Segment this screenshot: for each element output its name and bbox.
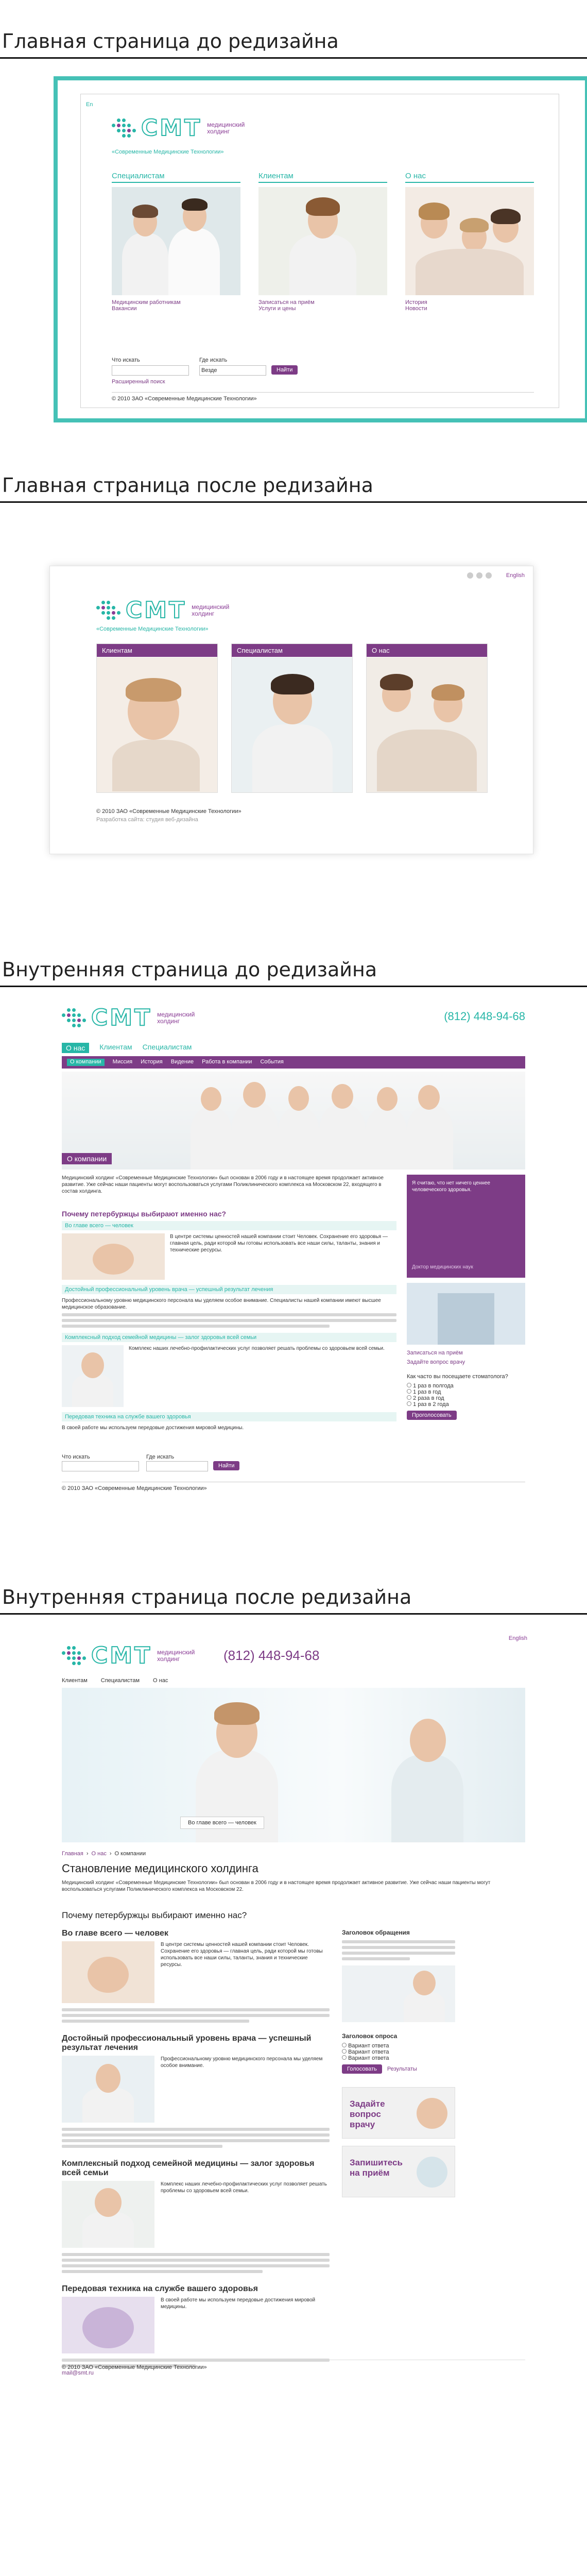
sidebar-link[interactable]: Задайте вопрос врачу — [407, 1359, 465, 1365]
copyright: © 2010 ЗАО «Современные Медицинские Технологии» — [62, 2360, 525, 2370]
logo-dots-icon — [62, 1008, 86, 1027]
search-input[interactable] — [112, 365, 189, 376]
cta-calendar-icon — [417, 2157, 447, 2188]
logo-fullname: «Современные Медицинские Технологии» — [112, 149, 224, 155]
block-heading: Достойный профессиональный уровень врача — успешный результат лечения — [62, 1285, 396, 1294]
footer-note: Разработка сайта: студия веб-дизайна — [96, 817, 198, 823]
logo-subtitle: медицинский холдинг — [157, 1010, 195, 1025]
block-photo — [62, 1345, 124, 1407]
logo-text: СМТ — [91, 1642, 152, 1669]
home-before-frame — [54, 76, 587, 422]
phone: (812) 448-94-68 — [444, 1010, 525, 1023]
quote-author: Доктор медицинских наук — [412, 1264, 473, 1270]
block-text: Комплекс наших лечебно-профилактических услуг позволяет решать проблемы со здоровьем всей семьи. — [161, 2181, 327, 2194]
block-text: В своей работе мы используем передовые достижения мировой медицины. — [62, 1425, 244, 1431]
card-photo-doctors — [112, 187, 240, 295]
sidebar-link[interactable]: Записаться на приём — [407, 1350, 463, 1356]
card-link[interactable]: Медицинским работникам — [112, 299, 181, 306]
search-button[interactable]: Найти — [213, 1461, 239, 1470]
menu-item[interactable]: История — [141, 1059, 163, 1065]
card-link[interactable]: Услуги и цены — [258, 306, 296, 312]
banner-quote: Во главе всего — человек — [180, 1817, 264, 1829]
why-blocks — [62, 1929, 330, 2370]
poll-submit-button[interactable]: Проголосовать — [407, 1411, 457, 1420]
breadcrumb: Главная › О нас › О компании — [62, 1851, 146, 1857]
card-photo-nurse — [258, 187, 387, 295]
card-link[interactable]: Вакансии — [112, 306, 137, 312]
block-heading: Передовая техника на службе вашего здоровья — [62, 2284, 258, 2293]
intro-text: Медицинский холдинг «Современные Медицинские Технологии» был основан в 2006 году и в настоящее время продолжает активное развитие. Уже сейчас наши пациенты могут воспользоваться услугами Поликлинического комплекса на Московском 22, входящего в состав холдинга. — [62, 1175, 384, 1194]
banner-title: О компании — [62, 1153, 112, 1164]
main-menu — [62, 1056, 525, 1069]
why-title: Почему петербуржцы выбирают именно нас? — [62, 1210, 227, 1218]
logo-subtitle: медицинский холдинг — [192, 603, 230, 617]
block-text: В центре системы ценностей нашей компании стоит Человек. Сохранение его здоровья — главная цель, ради которой мы готовы использовать все наши силы, таланты, знания и технические ресурсы. — [170, 1234, 388, 1253]
advanced-search-link[interactable]: Расширенный поиск — [112, 379, 165, 385]
phone: (812) 448-94-68 — [223, 1648, 320, 1663]
home-after-cards — [96, 643, 488, 798]
card-specialists[interactable] — [231, 643, 353, 793]
logo-text: СМТ — [126, 597, 187, 623]
block-heading: Во главе всего — человек — [62, 1929, 168, 1938]
block-text: В центре системы ценностей нашей компании стоит Человек. Сохранение его здоровья — главная цель, ради которой мы готовы использовать все наши силы, таланты, знания и технические ресурсы. — [161, 1942, 323, 1968]
card-title[interactable]: Клиентам — [97, 644, 217, 657]
logo[interactable] — [62, 1005, 195, 1031]
breadcrumb-item[interactable]: Главная — [62, 1851, 83, 1857]
tab-specialists[interactable]: Специалистам — [142, 1043, 192, 1051]
card-title[interactable]: О нас — [367, 644, 487, 657]
block-heading: Во главе всего — человек — [62, 1221, 396, 1230]
search-input[interactable] — [62, 1461, 139, 1471]
copyright: © 2010 ЗАО «Современные Медицинские Технологии» — [62, 1482, 525, 1492]
sidebar — [407, 1175, 525, 1420]
banner-doctor — [62, 1688, 525, 1842]
logo-dots-icon — [112, 118, 136, 138]
poll-option[interactable]: 1 раз в полгода — [407, 1383, 525, 1389]
sidebar-title: Заголовок обращения — [342, 1929, 410, 1936]
home-after-frame — [0, 520, 587, 912]
inner-after-page — [54, 1628, 536, 2576]
cta-doctor-avatar — [417, 2098, 447, 2129]
nav-item-clients[interactable]: Клиентам — [62, 1677, 88, 1684]
poll-option[interactable]: 2 раза в год — [407, 1395, 525, 1401]
search-label: Что искать — [112, 357, 140, 363]
logo[interactable] — [112, 115, 245, 141]
where-select[interactable] — [146, 1461, 208, 1471]
section-title-home-after: Главная страница после редизайна — [0, 474, 587, 497]
poll-submit-button[interactable]: Голосовать — [342, 2064, 382, 2074]
card-title[interactable]: О нас — [405, 172, 534, 183]
menu-item[interactable]: События — [260, 1059, 284, 1065]
poll-title: Заголовок опроса — [342, 2032, 398, 2040]
banner-doctors — [62, 1072, 525, 1170]
where-select[interactable]: Везде — [199, 365, 266, 376]
logo-dots-icon — [96, 601, 120, 620]
block-heading: Комплексный подход семейной медицины — залог здоровья всей семьи — [62, 2159, 315, 2177]
block-lines — [62, 2008, 330, 2023]
card-about[interactable] — [366, 643, 488, 793]
menu-item[interactable]: О компании — [67, 1059, 105, 1066]
card-photo-doctor — [232, 657, 352, 792]
card-link[interactable]: История — [405, 299, 427, 306]
search-label: Что искать — [62, 1454, 90, 1460]
poll-option[interactable]: Вариант ответа — [342, 2043, 455, 2049]
lang-link[interactable]: English — [508, 1635, 527, 1641]
block-photo — [62, 2056, 154, 2123]
block-lines — [62, 2253, 330, 2273]
home-after-page — [49, 566, 533, 854]
section-title-home-before: Главная страница до редизайна — [0, 30, 587, 53]
intro-text: Медицинский холдинг «Современные Медицинские Технологии» был основан в 2006 году и в настоящее время продолжает активное развитие. Уже сейчас наши пациенты могут воспользоваться услугами Поликлинического комплекса на Московском 22. — [62, 1880, 491, 1892]
social-icon[interactable] — [486, 572, 492, 579]
cta-ask-doctor[interactable]: Задайте вопрос врачу — [342, 2087, 455, 2139]
breadcrumb-item[interactable]: О нас — [91, 1851, 107, 1857]
sidebar — [342, 1929, 455, 2197]
poll-option[interactable]: Вариант ответа — [342, 2055, 455, 2061]
block-lines — [62, 2128, 330, 2148]
inner-before-page — [54, 994, 536, 1510]
block-text: Профессиональному уровню медицинского персонала мы уделяем особое внимание. Специалисты нашей компании имеют высшее медицинское образование. — [62, 1297, 396, 1328]
sidebar-building — [407, 1283, 525, 1345]
block-photo — [62, 1941, 154, 2003]
block-text: В своей работе мы используем передовые достижения мировой медицины. — [161, 2297, 316, 2310]
block-heading: Комплексный подход семейной медицины — залог здоровья всей семьи — [62, 1333, 396, 1342]
sidebar-lines — [342, 1940, 455, 1960]
social-icons — [467, 572, 492, 579]
top-tabs — [62, 1043, 192, 1053]
logo-fullname: «Современные Медицинские Технологии» — [96, 626, 209, 632]
logo-dots-icon — [62, 1646, 86, 1665]
card-specialists[interactable] — [112, 172, 240, 312]
card-title[interactable]: Специалистам — [232, 644, 352, 657]
card-title[interactable]: Клиентам — [258, 172, 387, 183]
poll-option[interactable]: 1 раз в 2 года — [407, 1401, 525, 1408]
copyright: © 2010 ЗАО «Современные Медицинские Технологии» — [112, 392, 534, 402]
search-button[interactable]: Найти — [271, 365, 298, 375]
copyright: © 2010 ЗАО «Современные Медицинские Технологии» — [96, 808, 241, 815]
card-photo-child — [97, 657, 217, 792]
poll-title: Как часто вы посещаете стоматолога? — [407, 1374, 508, 1380]
card-link[interactable]: Записаться на приём — [258, 299, 315, 306]
where-label: Где искать — [146, 1454, 175, 1460]
page-title: Становление медицинского холдинга — [62, 1862, 258, 1875]
card-photo-family — [405, 187, 534, 295]
logo[interactable] — [96, 597, 229, 623]
menu-item[interactable]: Работа в компании — [202, 1059, 252, 1065]
poll-results-link[interactable]: Результаты — [387, 2066, 417, 2072]
card-photo-family — [367, 657, 487, 792]
block-heading: Достойный профессиональный уровень врача — успешный результат лечения — [62, 2034, 312, 2052]
quote-box: Я считаю, что нет ничего ценнее человеческого здоровья. Доктор медицинских наук — [407, 1175, 525, 1278]
menu-item[interactable]: Видение — [170, 1059, 194, 1065]
sidebar-photo — [342, 1965, 455, 2022]
footer-link[interactable]: mail@smt.ru — [62, 2370, 94, 2376]
home-before-page — [80, 94, 559, 408]
block-photo — [62, 1233, 165, 1280]
block-photo — [62, 2181, 154, 2248]
social-icon[interactable] — [476, 572, 482, 579]
breadcrumb-item: О компании — [114, 1851, 146, 1857]
home-before-cards — [112, 172, 534, 336]
section-title-inner-before: Внутренняя страница до редизайна — [0, 958, 587, 981]
logo-subtitle: медицинский холдинг — [207, 121, 245, 135]
logo-subtitle: медицинский холдинг — [157, 1648, 195, 1663]
tab-about[interactable]: О нас — [62, 1043, 89, 1053]
where-label: Где искать — [199, 357, 228, 363]
poll-option[interactable]: Вариант ответа — [342, 2049, 455, 2055]
poll-option[interactable]: 1 раз в год — [407, 1389, 525, 1395]
lang-link[interactable]: En — [86, 101, 93, 108]
why-title: Почему петербуржцы выбирают именно нас? — [62, 1910, 247, 1920]
card-clients[interactable] — [258, 172, 387, 312]
card-clients[interactable] — [96, 643, 218, 793]
section-title-inner-after: Внутренняя страница после редизайна — [0, 1586, 587, 1608]
main-nav — [62, 1677, 168, 1684]
lang-link[interactable]: English — [506, 572, 525, 579]
logo-text: СМТ — [91, 1005, 152, 1031]
block-text: Профессиональному уровню медицинского персонала мы уделяем особое внимание. — [161, 2056, 323, 2069]
cta-book-appointment[interactable]: Запишитесь на приём — [342, 2146, 455, 2197]
block-text: Комплекс наших лечебно-профилактических услуг позволяет решать проблемы со здоровьем всей семьи. — [129, 1346, 385, 1351]
card-title[interactable]: Специалистам — [112, 172, 240, 183]
card-link[interactable]: Новости — [405, 306, 427, 312]
nav-item-specialists[interactable]: Специалистам — [100, 1677, 140, 1684]
block-photo — [62, 2297, 154, 2353]
menu-item[interactable]: Миссия — [112, 1059, 133, 1065]
logo-text: СМТ — [141, 115, 202, 141]
tab-clients[interactable]: Клиентам — [99, 1043, 132, 1051]
social-icon[interactable] — [467, 572, 473, 579]
card-about[interactable] — [405, 172, 534, 312]
block-heading: Передовая техника на службе вашего здоровья — [62, 1412, 396, 1421]
logo[interactable] — [62, 1642, 195, 1669]
why-blocks — [62, 1221, 396, 1436]
nav-item-about[interactable]: О нас — [153, 1677, 168, 1684]
